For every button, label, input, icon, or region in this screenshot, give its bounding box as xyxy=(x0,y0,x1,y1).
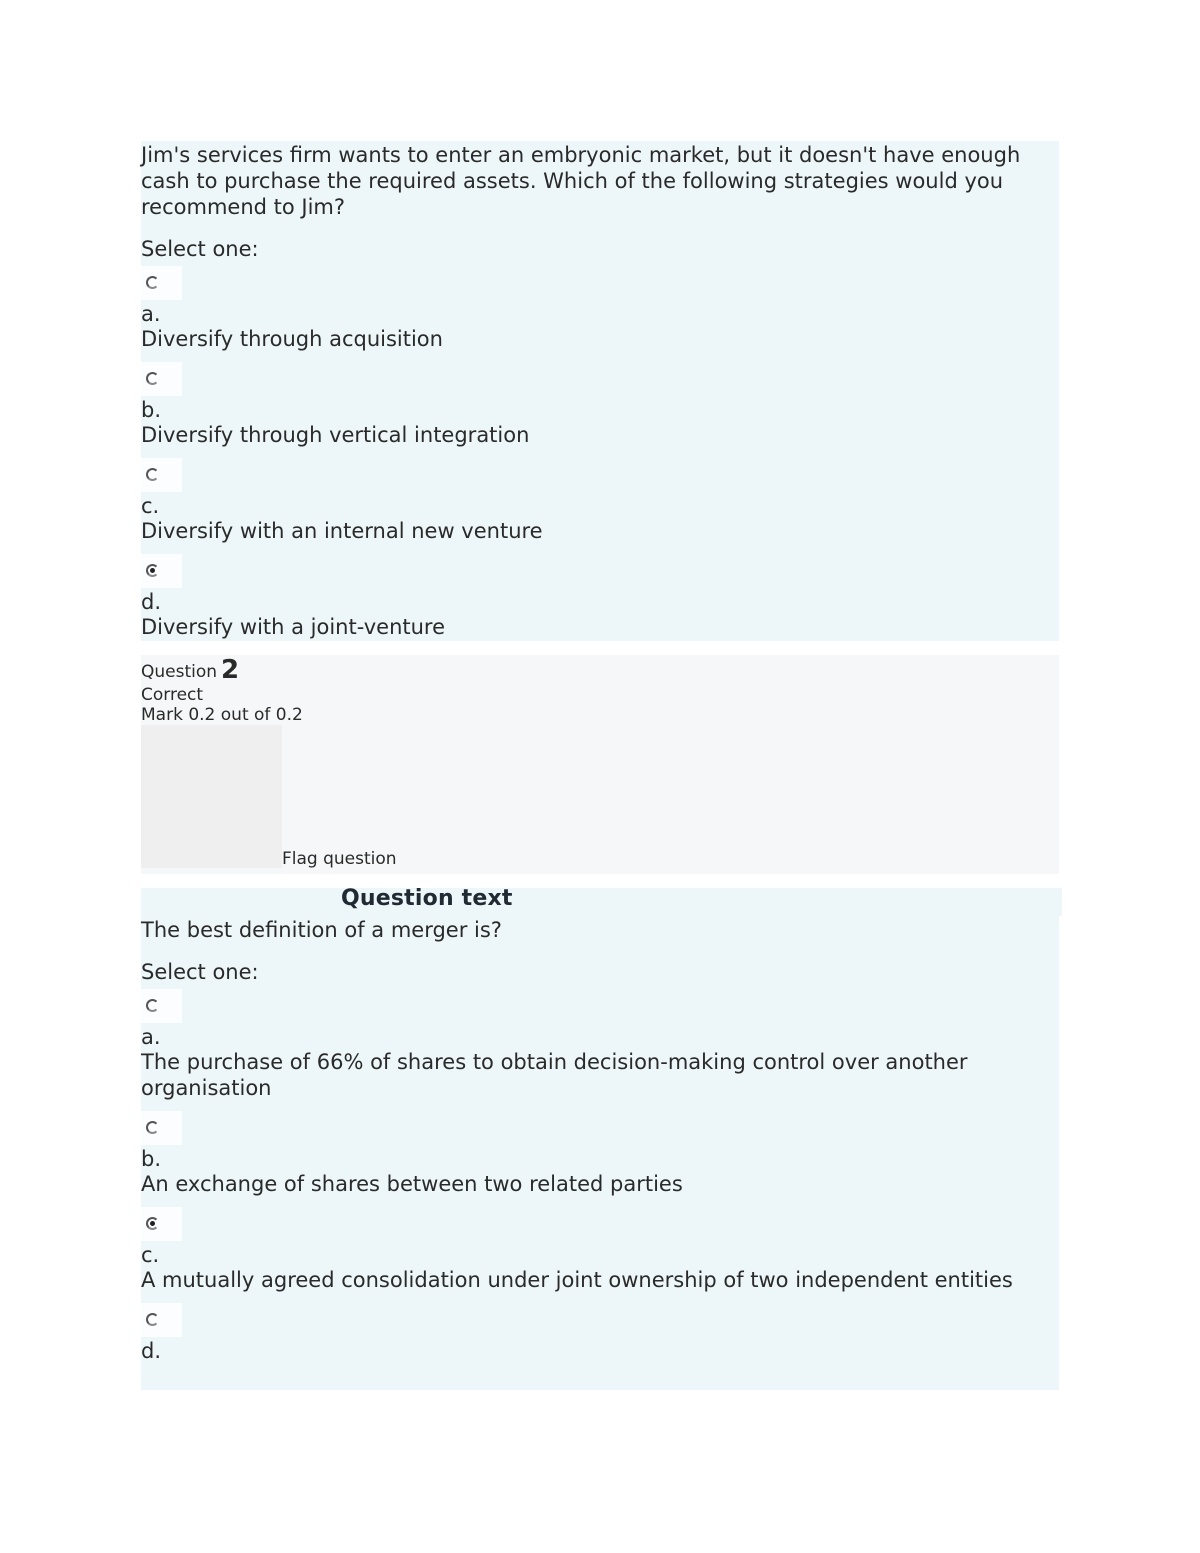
option-text[interactable]: Diversify with a joint-venture xyxy=(141,615,446,639)
question-text-heading: Question text xyxy=(341,886,513,911)
option-letter: a. xyxy=(141,1025,161,1049)
radio-container[interactable] xyxy=(141,266,182,300)
answer-option-c[interactable] xyxy=(141,1207,1059,1293)
option-text[interactable]: An exchange of shares between two related parties xyxy=(141,1172,683,1196)
answer-option-d[interactable] xyxy=(141,554,1059,640)
option-letter: a. xyxy=(141,302,161,326)
option-letter: d. xyxy=(141,1339,162,1363)
flag-question-label[interactable]: Flag question xyxy=(282,849,397,869)
answer-option-d[interactable] xyxy=(141,1303,1059,1363)
option-text[interactable]: Diversify through acquisition xyxy=(141,327,443,351)
radio-container[interactable] xyxy=(141,362,182,396)
question-number-heading xyxy=(141,657,1059,685)
question-label: Question xyxy=(141,662,218,682)
radio-container[interactable] xyxy=(141,1303,182,1337)
select-one-label: Select one: xyxy=(141,237,259,261)
question-2-content xyxy=(141,916,1059,1390)
option-letter: c. xyxy=(141,1243,160,1267)
option-letter: b. xyxy=(141,1147,162,1171)
question-mark: Mark 0.2 out of 0.2 xyxy=(141,705,303,725)
radio-button-icon[interactable] xyxy=(146,276,159,289)
question-info-panel xyxy=(141,655,1059,874)
radio-container[interactable] xyxy=(141,554,182,588)
radio-button-icon[interactable] xyxy=(146,1121,159,1134)
select-one-label: Select one: xyxy=(141,960,259,984)
option-text[interactable]: The purchase of 66% of shares to obtain decision-making control over another organisation xyxy=(141,1050,968,1100)
option-text[interactable]: A mutually agreed consolidation under joint ownership of two independent entities xyxy=(141,1268,1013,1292)
answer-option-b[interactable] xyxy=(141,1111,1059,1197)
answer-option-a[interactable] xyxy=(141,266,1059,352)
radio-button-icon[interactable] xyxy=(146,372,159,385)
radio-container[interactable] xyxy=(141,458,182,492)
radio-container[interactable] xyxy=(141,989,182,1023)
radio-button-checked-icon[interactable] xyxy=(146,564,159,577)
answer-option-a[interactable] xyxy=(141,989,1059,1101)
radio-container[interactable] xyxy=(141,1111,182,1145)
radio-button-checked-icon[interactable] xyxy=(146,1217,159,1230)
option-letter: c. xyxy=(141,494,160,518)
option-letter: d. xyxy=(141,590,162,614)
option-text[interactable]: Diversify with an internal new venture xyxy=(141,519,543,543)
radio-button-icon[interactable] xyxy=(146,1313,159,1326)
question-1-content xyxy=(141,141,1059,641)
radio-button-icon[interactable] xyxy=(146,999,159,1012)
radio-button-icon[interactable] xyxy=(146,468,159,481)
radio-container[interactable] xyxy=(141,1207,182,1241)
question-text: Jim's services firm wants to enter an embryonic market, but it doesn't have enough cash to purchase the required assets. Which of the following strategies would you recommend to Jim? xyxy=(141,143,1021,219)
answer-option-c[interactable] xyxy=(141,458,1059,544)
question-text: The best definition of a merger is? xyxy=(141,918,502,942)
option-letter: b. xyxy=(141,398,162,422)
question-number: 2 xyxy=(221,655,240,685)
question-state: Correct xyxy=(141,685,204,705)
answer-option-b[interactable] xyxy=(141,362,1059,448)
question-text-header xyxy=(141,888,1062,916)
flag-question-control[interactable] xyxy=(141,725,1059,871)
flag-icon[interactable] xyxy=(141,725,282,868)
option-text[interactable]: Diversify through vertical integration xyxy=(141,423,530,447)
